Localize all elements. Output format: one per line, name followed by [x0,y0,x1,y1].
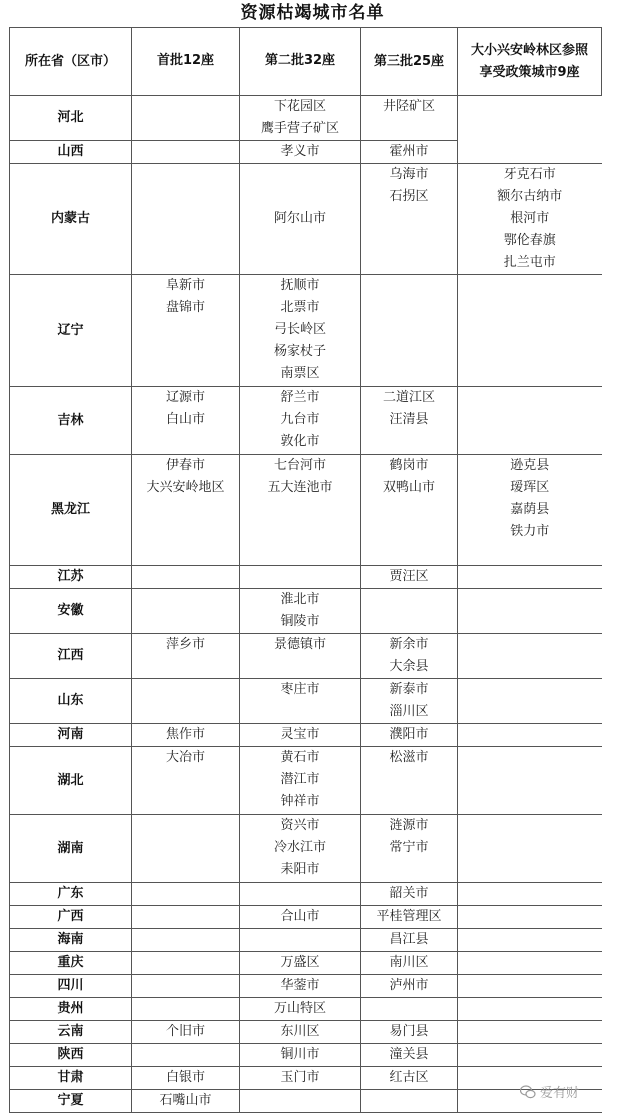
header-province: 所在省（区市） [10,28,132,96]
city-name: 瑷珲区 [510,480,550,495]
city-name: 南川区 [389,955,429,970]
batch2-cell [240,906,361,929]
wechat-icon [520,1084,536,1100]
province-cell: 山西 [10,141,132,164]
batch3-cell [361,1067,458,1090]
city-name: 抚顺市 [280,278,320,293]
city-name: 扎兰屯市 [503,255,556,270]
batch1-cell [132,998,240,1021]
batch1-cell [132,883,240,906]
header-batch1: 首批12座 [132,28,240,96]
city-name: 逊克县 [510,458,550,473]
province-cell: 辽宁 [10,275,132,387]
city-name: 个旧市 [165,1024,205,1039]
city-name: 七台河市 [273,458,326,473]
table-row [10,883,602,906]
city-name: 伊春市 [165,458,205,473]
city-name: 白银市 [165,1070,205,1085]
batch2-cell [240,815,361,883]
city-name: 平桂管理区 [376,909,442,924]
city-name: 阜新市 [165,278,205,293]
batch1-cell [132,455,240,566]
city-name: 景德镇市 [273,637,326,652]
city-name: 耒阳市 [280,862,320,877]
batch4-cell [458,589,602,634]
batch2-cell [240,387,361,455]
city-name: 濮阳市 [389,727,429,742]
batch3-cell [361,679,458,724]
city-name: 新余市 [389,637,429,652]
city-name: 九台市 [280,412,320,427]
table-row [10,1067,602,1090]
city-name: 潜江市 [280,772,320,787]
city-name: 焦作市 [165,727,205,742]
header-batch3: 第三批25座 [361,28,458,96]
batch3-cell [361,724,458,747]
city-name: 石嘴山市 [159,1093,212,1108]
batch2-cell [240,998,361,1021]
batch4-cell [458,566,602,589]
city-name: 常宁市 [389,840,429,855]
batch2-cell [240,929,361,952]
table-row [10,387,602,455]
city-name: 乌海市 [389,167,429,182]
city-name: 涟源市 [389,818,429,833]
city-name: 五大连池市 [267,480,333,495]
batch2-cell [240,1067,361,1090]
province-cell: 广西 [10,906,132,929]
city-name: 大冶市 [165,750,205,765]
batch4-cell [458,747,602,815]
city-name: 盘锦市 [165,300,205,315]
batch3-cell [361,929,458,952]
table-row [10,929,602,952]
table-row [10,96,602,141]
province-cell: 贵州 [10,998,132,1021]
city-name: 鄂伦春旗 [503,233,556,248]
batch4-cell [458,387,602,455]
city-name: 冷水江市 [273,840,326,855]
city-name: 铜陵市 [280,614,320,629]
table-row [10,679,602,724]
batch4-cell [458,952,602,975]
city-name: 松滋市 [389,750,429,765]
batch2-cell [240,566,361,589]
province-cell: 吉林 [10,387,132,455]
city-name: 根河市 [510,211,550,226]
batch2-cell [240,634,361,679]
header-forest: 大小兴安岭林区参照享受政策城市9座 [458,28,602,96]
batch2-cell [240,883,361,906]
batch4-cell [458,634,602,679]
batch3-cell [361,998,458,1021]
batch4-cell [458,929,602,952]
province-cell: 湖北 [10,747,132,815]
city-name: 石拐区 [389,189,429,204]
table-row [10,747,602,815]
batch1-cell [132,96,240,141]
batch1-cell [132,634,240,679]
batch1-cell [132,589,240,634]
city-name: 灵宝市 [280,727,320,742]
batch2-cell [240,952,361,975]
city-name: 万山特区 [273,1001,326,1016]
province-cell: 河北 [10,96,132,141]
city-name: 枣庄市 [280,682,320,697]
city-name: 杨家杖子 [273,344,326,359]
province-cell: 湖南 [10,815,132,883]
city-name: 鹤岗市 [389,458,429,473]
city-name: 南票区 [280,366,320,381]
city-name: 铁力市 [510,524,550,539]
batch3-cell [361,589,458,634]
batch3-cell [361,747,458,815]
city-name: 北票市 [280,300,320,315]
batch1-cell [132,387,240,455]
city-name: 东川区 [280,1024,320,1039]
batch4-cell [458,1021,602,1044]
batch4-cell [458,883,602,906]
city-name: 双鸭山市 [382,480,435,495]
table-row [10,589,602,634]
city-name: 淮北市 [280,592,320,607]
city-name: 白山市 [165,412,205,427]
city-name: 潼关县 [389,1047,429,1062]
city-name: 玉门市 [280,1070,320,1085]
batch3-cell [361,815,458,883]
province-cell: 江西 [10,634,132,679]
batch3-cell [361,883,458,906]
table-row [10,952,602,975]
batch2-cell [240,96,361,141]
batch1-cell [132,141,240,164]
batch4-cell [458,679,602,724]
batch4-cell [458,455,602,566]
city-name: 韶关市 [389,886,429,901]
city-name: 铜川市 [280,1047,320,1062]
batch3-cell [361,164,458,275]
batch4-cell [458,275,602,387]
province-cell: 广东 [10,883,132,906]
batch2-cell [240,1090,361,1113]
batch2-cell [240,455,361,566]
city-name: 敦化市 [280,434,320,449]
watermark [520,1082,579,1101]
province-cell: 安徽 [10,589,132,634]
city-name: 牙克石市 [503,167,556,182]
batch3-cell [361,455,458,566]
batch2-cell [240,275,361,387]
table-row [10,1021,602,1044]
province-cell: 云南 [10,1021,132,1044]
province-cell: 内蒙古 [10,164,132,275]
batch3-cell [361,275,458,387]
batch4-cell [458,724,602,747]
city-name: 嘉荫县 [510,502,550,517]
city-name: 大兴安岭地区 [146,480,225,495]
watermark-text: 爱有财 [540,1086,580,1101]
table-row [10,724,602,747]
batch1-cell [132,1090,240,1113]
table-row [10,906,602,929]
city-name: 阿尔山市 [273,211,326,226]
table-row [10,634,602,679]
city-name: 贾汪区 [389,569,429,584]
batch3-cell [361,1044,458,1067]
batch1-cell [132,566,240,589]
batch4-cell [458,164,602,275]
city-name: 黄石市 [280,750,320,765]
batch4-cell [458,998,602,1021]
header-batch2: 第二批32座 [240,28,361,96]
batch1-cell [132,1021,240,1044]
resource-cities-table [9,27,602,1113]
batch3-cell [361,1090,458,1113]
batch3-cell [361,906,458,929]
batch1-cell [132,679,240,724]
city-name: 万盛区 [280,955,320,970]
batch4-cell [458,96,602,164]
batch2-cell [240,589,361,634]
city-name: 下花园区 [273,99,326,114]
province-cell: 海南 [10,929,132,952]
city-name: 华蓥市 [280,978,320,993]
batch1-cell [132,815,240,883]
batch2-cell [240,164,361,275]
city-name: 汪清县 [389,412,429,427]
province-cell: 陕西 [10,1044,132,1067]
table-body [10,96,602,1113]
table-row [10,164,602,275]
city-name: 新泰市 [389,682,429,697]
table-row [10,998,602,1021]
city-name: 易门县 [389,1024,429,1039]
province-cell: 黑龙江 [10,455,132,566]
province-cell: 甘肃 [10,1067,132,1090]
city-name: 孝义市 [280,144,320,159]
batch2-cell [240,724,361,747]
city-name: 二道江区 [382,390,435,405]
city-name: 鹰手营子矿区 [260,121,339,136]
city-name: 合山市 [280,909,320,924]
batch3-cell [361,975,458,998]
table-row [10,455,602,566]
page-title: 资源枯竭城市名单 [240,3,385,23]
city-name: 钟祥市 [280,794,320,809]
province-cell: 重庆 [10,952,132,975]
city-name: 弓长岭区 [273,322,326,337]
batch1-cell [132,906,240,929]
batch3-cell [361,634,458,679]
province-cell: 宁夏 [10,1090,132,1113]
city-name: 红古区 [389,1070,429,1085]
city-name: 霍州市 [389,144,429,159]
batch1-cell [132,747,240,815]
batch4-cell [458,906,602,929]
province-cell: 江苏 [10,566,132,589]
city-name: 泸州市 [389,978,429,993]
city-name: 资兴市 [280,818,320,833]
batch3-cell [361,566,458,589]
batch1-cell [132,724,240,747]
table-row [10,566,602,589]
city-name: 萍乡市 [165,637,205,652]
table-row [10,975,602,998]
city-name: 舒兰市 [280,390,320,405]
city-name: 大余县 [389,659,429,674]
batch1-cell [132,952,240,975]
batch1-cell [132,1044,240,1067]
province-cell: 四川 [10,975,132,998]
batch4-cell [458,975,602,998]
city-name: 淄川区 [389,704,429,719]
batch2-cell [240,141,361,164]
batch3-cell [361,387,458,455]
city-name: 井陉矿区 [382,99,435,114]
batch2-cell [240,679,361,724]
city-name: 额尔古纳市 [497,189,563,204]
batch3-cell [361,96,458,141]
batch1-cell [132,275,240,387]
province-cell: 山东 [10,679,132,724]
batch4-cell [458,1044,602,1067]
batch2-cell [240,1044,361,1067]
batch4-cell [458,815,602,883]
batch1-cell [132,975,240,998]
batch2-cell [240,1021,361,1044]
batch1-cell [132,164,240,275]
table-row [10,1090,602,1113]
batch2-cell [240,975,361,998]
batch3-cell [361,1021,458,1044]
city-name: 辽源市 [165,390,205,405]
city-name: 昌江县 [389,932,429,947]
batch2-cell [240,747,361,815]
batch3-cell [361,952,458,975]
batch1-cell [132,929,240,952]
batch3-cell [361,141,458,164]
table-row [10,1044,602,1067]
province-cell: 河南 [10,724,132,747]
batch1-cell [132,1067,240,1090]
table-row [10,275,602,387]
table-row [10,815,602,883]
